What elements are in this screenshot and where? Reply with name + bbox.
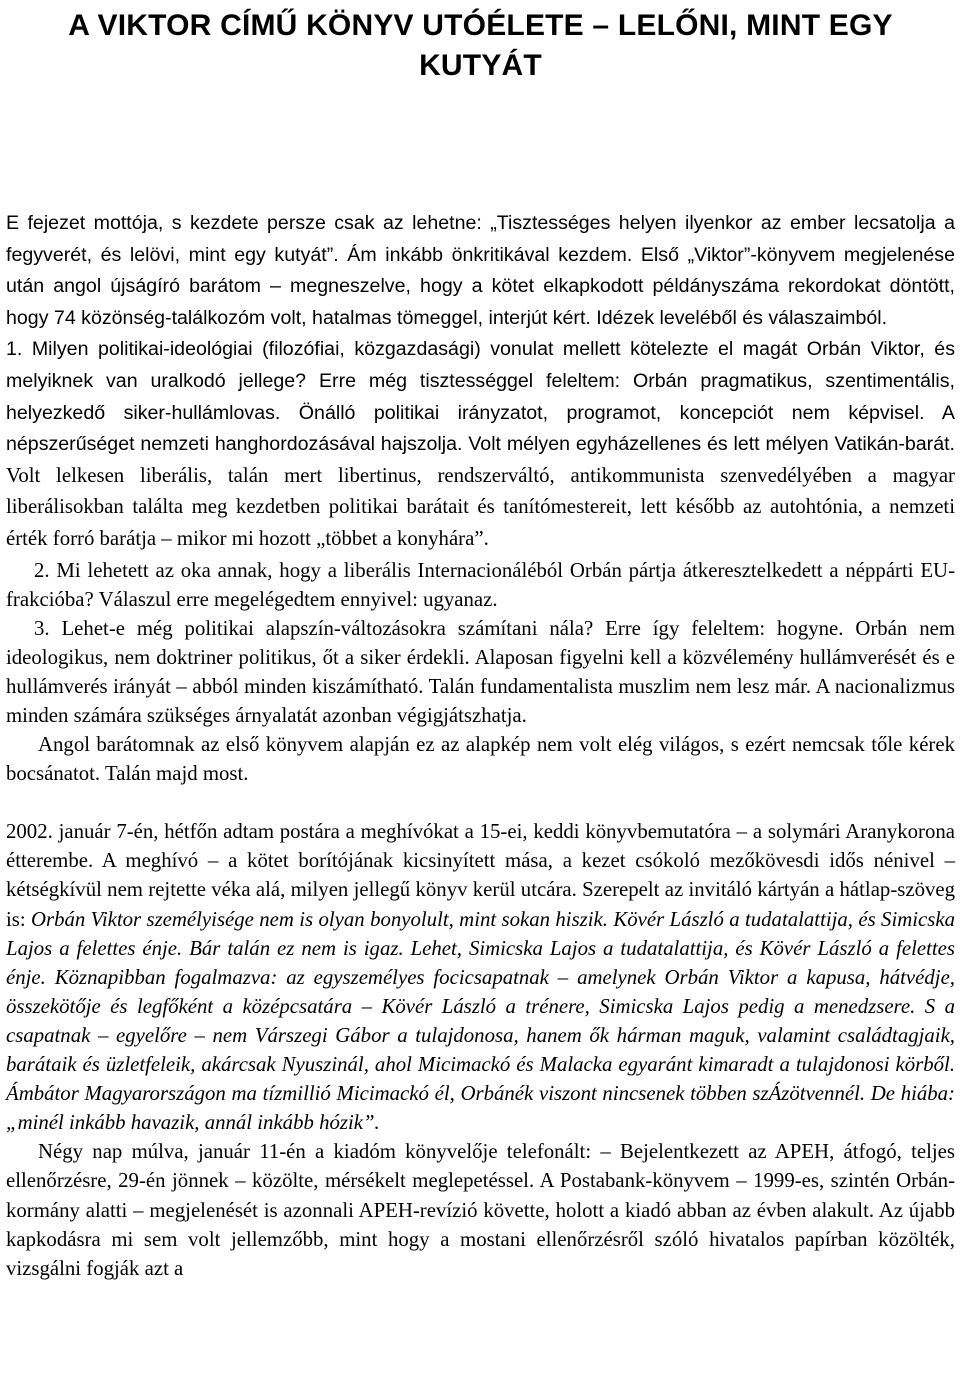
question-1-paragraph — [6, 334, 955, 555]
intro-paragraph: E fejezet mottója, s kezdete persze csak az lehetne: „Tisztességes helyen ilyenkor az ember lecsatolja a fegyverét, és lelövi, mint egy kutyát”. Ám inkább önkritikával kezdem. Első „Viktor”-könyvem megjelenése után angol újságíró barátom – megneszelve, hogy a kötet elkapkodott példányszáma rekordokat döntött, hogy 74 közönség-találkozóm volt, hatalmas tömeggel, interjút kért. Idézek leveléből és válaszaimból. — [6, 212, 955, 329]
question-1-answer-continued: Volt lelkesen liberális, talán mert libertinus, rendszerváltó, antikommunista szenvedélyében a magyar liberálisokban találta meg kezdetben politikai barátait és tanítómestereit, lett később az autohtónia, a nemzeti érték forró barátja – mikor mi hozott „többet a konyhára”. — [6, 463, 955, 550]
apology-paragraph: Angol barátomnak az első könyvem alapján ez az alapkép nem volt elég világos, s ezért nemcsak tőle kérek bocsánatot. Talán majd most. — [6, 733, 955, 786]
invitation-text: 2002. január 7-én, hétfőn adtam postára a meghívókat a 15-ei, keddi könyvbemutatóra – a solymári Aranykorona étterembe. A meghívó – a kötet borítójának kicsinyített mása, a kezet csókoló mezőkövesdi idős nénivel – kétségkívül nem rejtette véka alá, milyen jellegű könyv kerül utcára. Szerepelt az invitáló kártyán a hátlap-szöveg is: — [6, 820, 955, 931]
back-cover-quote: Orbán Viktor személyisége nem is olyan bonyolult, mint sokan hiszik. Kövér László a tudatalattija, és Simicska Lajos a felettes énje. Bár talán ez nem is igaz. Lehet, Simicska Lajos a tudatalattija, és Kövér László a felettes énje. Köznapibban fogalmazva: az egyszemélyes focicsapatnak – amelynek Orbán Viktor a kapusa, hátvédje, összekötője és legfőként a középcsatára – Kövér László a trénere, Simicska Lajos pedig a menedzsere. S a csapatnak – egyelőre – nem Várszegi Gábor a tulajdonosa, hanem ők hárman maguk, valamint családtagjaik, barátaik és üzletfeleik, akárcsak Nyuszinál, ahol Micimackó és Malacka egyaránt kimaradt a tulajdonosi körből. Ámbátor Magyarországon ma tízmillió Micimackó él, Orbánék viszont nincsenek többen szÁzötvennél. De hiába: „minél inkább havazik, annál inkább hózik”. — [6, 907, 955, 1135]
document-page — [6, 0, 955, 1283]
apeh-paragraph: Négy nap múlva, január 11-én a kiadóm könyvelője telefonált: – Bejelentkezett az APEH, átfogó, teljes ellenőrzésre, 29-én jönnek – közölte, mérsékelt meglepetéssel. A Postabank-könyvem – 1999-es, szintén Orbán-kormány alatti – megjelenését is azonnali APEH-revízió követte, holott a kiadó abban az évben alakult. Az újabb kapkodásra mi sem volt jellemzőbb, mint hogy a mostani ellenőrzésről szóló hivatalos papírban közölték, vizsgálni fogják azt a — [6, 1140, 955, 1280]
chapter-title: A VIKTOR CÍMŰ KÖNYV UTÓÉLETE – LELŐNI, MINT EGY KUTYÁT — [68, 9, 893, 82]
question-3-paragraph: 3. Lehet-e még politikai alapszín-változásokra számítani nála? Erre így feleltem: hogyne. Orbán nem ideologikus, nem doktriner politikus, őt a siker érdekli. Alaposan figyelni kell a közvélemény hullámverését és e hullámverés irányát – abból minden kiszámítható. Talán fundamentalista muszlim nem lesz már. A nacionalizmus minden számára szükséges árnyalatát azonban végigjátszhatja. — [6, 616, 955, 727]
question-1-text: 1. Milyen politikai-ideológiai (filozófiai, közgazdasági) vonulat mellett kötelezte el magát Orbán Viktor, és melyiknek van uralkodó jellege? Erre még tisztességgel feleltem: Orbán pragmatikus, szentimentális, helyezkedő siker-hullámlovas. Önálló politikai irányzatot, programot, koncepciót nem képvisel. A népszerűséget nemzeti hanghordozásával hajszolja. Volt mélyen egyházellenes és lett mélyen Vatikán-barát. — [6, 338, 955, 456]
question-2-paragraph: 2. Mi lehetett az oka annak, hogy a liberális Internacionáléból Orbán pártja átkeresztelkedett a néppárti EU-frakcióba? Válaszul erre megelégedtem ennyivel: ugyanaz. — [6, 558, 955, 611]
invitation-paragraph — [6, 817, 955, 1137]
